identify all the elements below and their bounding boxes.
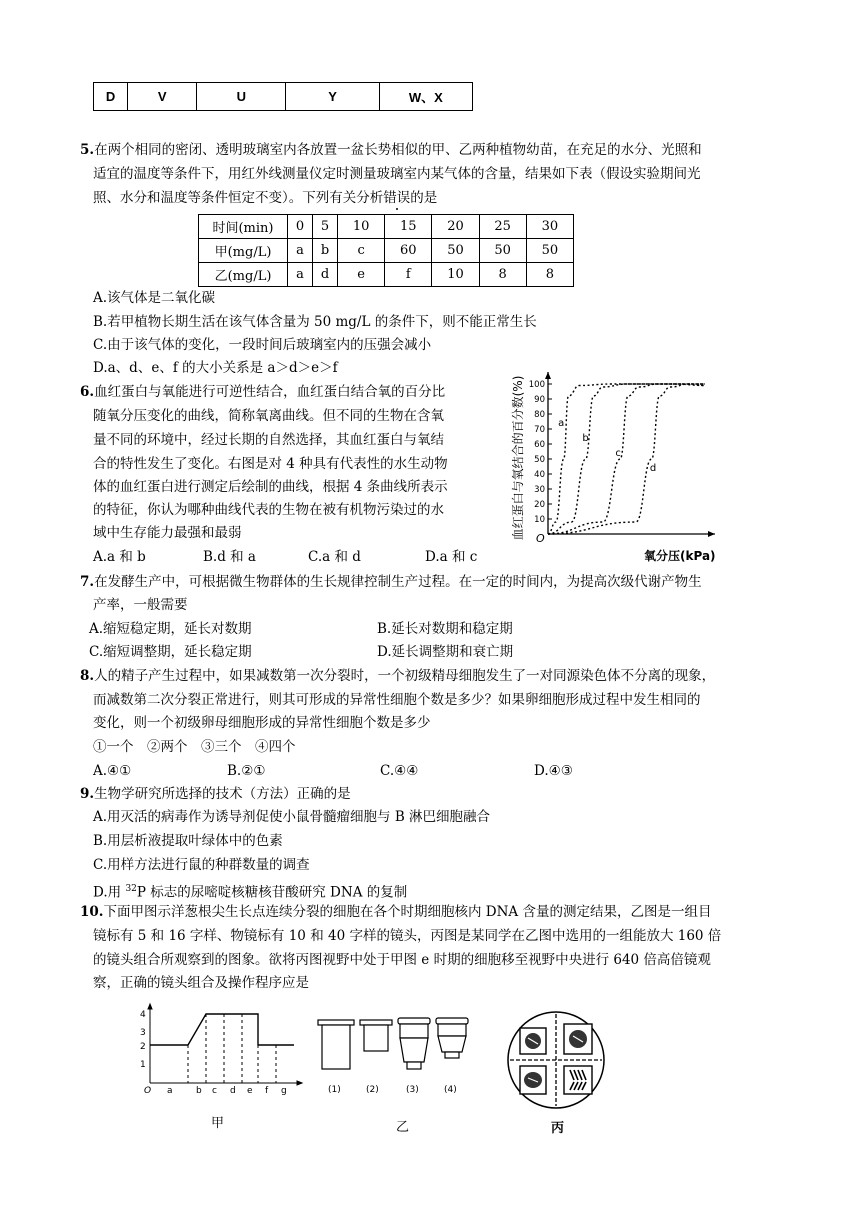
top-table-cell: U [197,83,286,111]
q5-line-2: 适宜的温度等条件下，用红外线测量仪定时测量玻璃室内某气体的含量，结果如下表（假设实验期间光 [93,166,701,182]
q9-option-b: B.用层析液提取叶绿体中的色素 [93,833,283,849]
table-cell: a [288,239,313,263]
q9-option-c: C.用样方法进行鼠的种群数量的调查 [93,857,310,873]
q8-option-d: D.④③ [534,763,573,779]
figure-bing-microscope-field [498,1010,618,1110]
y-tick-label: 70 [534,425,545,435]
jia-ytick: 3 [140,1028,146,1038]
q9-option-d: D.用 $^{32}$P 标志的尿嘧啶核糖核苷酸研究 DNA 的复制 [93,884,408,901]
q5-option-b: B.若甲植物长期生活在该气体含量为 50 mg/L 的条件下，则不能正常生长 [93,314,537,330]
q7-number: 7. [80,574,95,590]
q5-data-table [198,214,574,287]
y-tick-label: 100 [528,380,545,390]
chart-curves [548,384,705,534]
table-cell: e [338,263,385,287]
lens-1-icon [318,1020,354,1025]
table-cell: f [385,263,432,287]
figure-yi-caption: 乙 [396,1120,410,1135]
table-cell: 时间(min) [199,215,288,239]
q6-line-5: 体的血红蛋白进行测定后绘制的曲线，根据 4 条曲线所表示 [93,479,448,495]
y-axis-arrow-icon [545,372,551,379]
q10-line-4: 察，正确的镜头组合及操作程序应是 [93,975,309,991]
q7-option-c: C.缩短调整期，延长稳定期 [89,644,252,660]
table-row [199,239,574,263]
q9-option-a: A.用灭活的病毒作为诱导剂促使小鼠骨髓瘤细胞与 B 淋巴细胞融合 [93,809,491,825]
jia-origin: O [144,1086,152,1095]
top-table-cell: D [94,83,128,111]
y-tick-label: 90 [534,395,545,405]
curve-label-c: c [615,448,621,459]
jia-xtick: g [281,1086,287,1095]
figure-jia-caption: 甲 [211,1116,225,1131]
lens-label: (4) [444,1085,457,1095]
top-answer-table [93,82,473,111]
q6-line-4: 合的特性发生了变化。右图是对 4 种具有代表性的水生动物 [93,456,448,472]
table-cell: a [288,263,313,287]
q10-line-2: 镜标有 5 和 16 字样、物镜标有 10 和 40 字样的镜头，丙图是某同学在乙图中选用的一组能放大 160 倍 [93,928,722,944]
q6-option-d: D.a 和 c [425,549,478,565]
top-table-cell: W、X [379,83,472,111]
q10-number: 10. [80,904,104,920]
table-cell: 50 [432,239,479,263]
q5-number: 5. [80,142,95,158]
jia-ytick: 1 [140,1060,146,1070]
q6-line-2: 随氧分压变化的曲线，简称氧离曲线。但不同的生物在含氧 [93,408,444,424]
x-axis-arrow-icon [708,531,715,537]
table-cell: d [312,263,337,287]
q6-line-6: 的特征，你认为哪种曲线代表的生物在被有机物污染过的水 [93,502,444,518]
table-cell: 乙(mg/L) [199,263,288,287]
jia-xtick: d [230,1086,236,1095]
q8-option-c: C.④④ [380,763,419,779]
q6-line-1: 6.血红蛋白与氧能进行可逆性结合，血红蛋白结合氧的百分比 [80,384,446,400]
chart-y-axis-label: 血红蛋白与氧结合的百分数(%) [511,375,525,541]
y-tick-label: 20 [534,500,545,510]
table-row [199,215,574,239]
q8-option-a: A.④① [93,763,132,779]
table-cell: 0 [288,215,313,239]
lens-label: (3) [406,1085,419,1095]
q8-option-b: B.②① [227,763,266,779]
q7-line-2: 产率，一般需要 [93,597,188,613]
table-cell: 8 [479,263,526,287]
jia-ytick: 4 [140,1010,146,1020]
q6-line-7: 域中生存能力最强和最弱 [93,525,242,541]
figure-bing-caption: 丙 [551,1121,565,1136]
curve-c [548,384,705,534]
q9-stem: 9.生物学研究所选择的技术（方法）正确的是 [80,786,351,802]
top-table-cell: Y [286,83,379,111]
q9-number: 9. [80,786,95,802]
jia-xtick: f [265,1086,269,1095]
table-cell: 甲(mg/L) [199,239,288,263]
y-tick-label: 50 [534,455,545,465]
lens-label: (1) [328,1085,341,1095]
lens-label: (2) [366,1085,379,1095]
q10-line-1: 10.下面甲图示洋葱根尖生长点连续分裂的细胞在各个时期细胞核内 DNA 含量的测定结果，乙图是一组目 [80,904,712,920]
table-cell: b [312,239,337,263]
lens-3-icon [398,1018,430,1069]
table-cell: 50 [526,239,573,263]
q8-number: 8. [80,668,95,684]
table-cell: 5 [312,215,337,239]
q8-choices: ①一个 ②两个 ③三个 ④四个 [93,739,296,755]
q6-number: 6. [80,384,95,400]
table-row [199,263,574,287]
oxygen-dissociation-chart [500,358,730,568]
jia-xtick: b [196,1086,202,1095]
jia-xtick: e [247,1086,253,1095]
figure-yi-lenses [316,1016,476,1096]
figure-jia-dna-chart [136,1000,306,1095]
lens-2-icon [360,1020,392,1025]
q5-option-c: C.由于该气体的变化，一段时间后玻璃室内的压强会减小 [93,337,432,353]
curve-b [548,384,705,534]
y-tick-label: 60 [534,440,545,450]
jia-xtick: c [212,1086,217,1095]
q8-line-1: 8.人的精子产生过程中，如果减数第一次分裂时，一个初级精母细胞发生了一对同源染色体不分离的现象， [80,668,716,684]
table-cell: 20 [432,215,479,239]
y-tick-label: 80 [534,410,545,420]
q7-option-b: B.延长对数期和稳定期 [377,621,513,637]
curve-label-d: d [649,463,657,474]
top-table-cell: V [128,83,197,111]
table-cell: 15 [385,215,432,239]
chart-x-axis-label: 氧分压(kPa) [644,549,716,563]
q8-line-2: 而减数第二次分裂正常进行，则其可形成的异常性细胞个数是多少？如果卵细胞形成过程中发生相同的 [93,692,701,708]
q5-emphasis: 错误 [383,190,411,206]
table-cell: c [338,239,385,263]
q10-line-3: 的镜头组合所观察到的图象。欲将丙图视野中处于甲图 e 时期的细胞移至视野中央进行 640 倍高倍镜观 [93,952,711,968]
curve-label-b: b [582,433,589,444]
jia-xtick: a [167,1086,173,1095]
y-tick-label: 10 [534,515,545,525]
table-cell: 30 [526,215,573,239]
table-cell: 50 [479,239,526,263]
chart-axes [545,372,715,537]
table-cell: 8 [526,263,573,287]
y-tick-label: 30 [534,485,545,495]
q8-line-3: 变化，则一个初级卵母细胞形成的异常性细胞个数是多少 [93,715,431,731]
q5-line-3: 照、水分和温度等条件恒定不变）。下列有关分析错误的是 [93,190,438,206]
table-cell: 60 [385,239,432,263]
q5-option-d: D.a、d、e、f 的大小关系是 a＞d＞e＞f [93,360,338,376]
y-tick-label: 40 [534,470,545,480]
table-cell: 10 [338,215,385,239]
q6-line-3: 量不同的环境中，经过长期的自然选择，其血红蛋白与氧结 [93,432,444,448]
curve-a [548,384,705,534]
q6-option-b: B.d 和 a [203,549,256,565]
q5-option-a: A.该气体是二氧化碳 [93,290,216,306]
q6-option-a: A.a 和 b [93,549,146,565]
curve-label-a: a [558,418,565,429]
q6-option-c: C.a 和 d [308,549,361,565]
table-cell: 25 [479,215,526,239]
q5-line-1: 5.在两个相同的密闭、透明玻璃室内各放置一盆长势相似的甲、乙两种植物幼苗，在充足的水分、光照和 [80,142,702,158]
q7-option-d: D.延长调整期和衰亡期 [377,644,514,660]
curve-d [548,384,705,534]
q7-option-a: A.缩短稳定期，延长对数期 [89,621,252,637]
chart-origin-label: O [536,532,545,545]
table-cell: 10 [432,263,479,287]
lens-4-icon [436,1018,468,1058]
q7-line-1: 7.在发酵生产中，可根据微生物群体的生长规律控制生产过程。在一定的时间内，为提高次级代谢产物生 [80,574,702,590]
jia-ytick: 2 [140,1042,146,1052]
